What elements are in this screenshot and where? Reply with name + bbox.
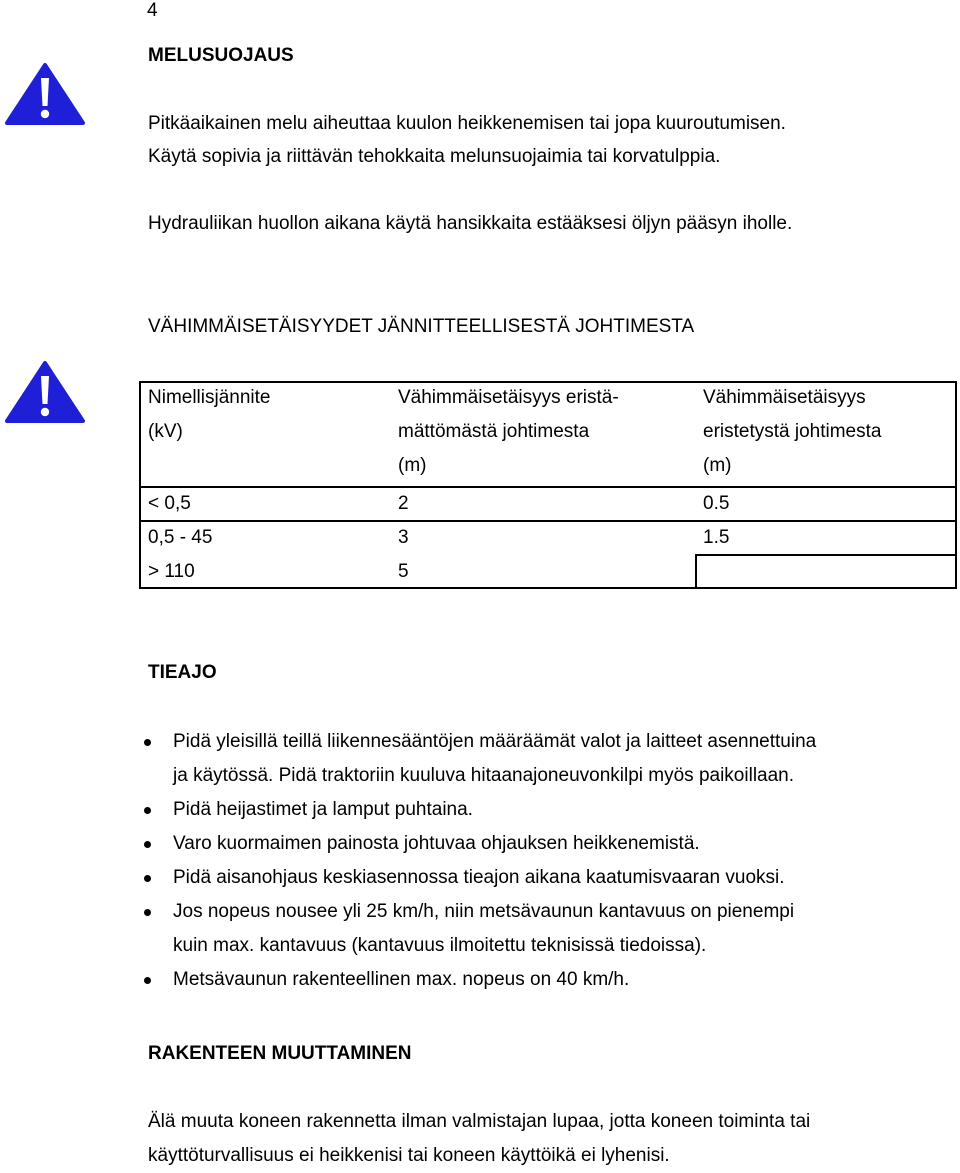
table-cell: 0,5 - 45 [148, 527, 213, 548]
column-header-voltage: Nimellisjännite (kV) [148, 387, 271, 442]
distance-table [139, 381, 957, 589]
table-row-divider [141, 486, 955, 488]
bullet-icon [144, 807, 151, 814]
table-cell: 3 [398, 527, 409, 548]
hydraulics-note: Hydrauliikan huollon aikana käytä hansikkaita estääksesi öljyn pääsyn iholle. [148, 213, 793, 234]
noise-line-1: Pitkäaikainen melu aiheuttaa kuulon heikkenemisen tai jopa kuuroutumisen. [148, 113, 786, 134]
table-cell: 1.5 [703, 527, 730, 548]
distances-heading: VÄHIMMÄISETÄISYYDET JÄNNITTEELLISESTÄ JOHTIMESTA [148, 316, 695, 337]
table-cell: < 0,5 [148, 493, 191, 514]
table-cell: 0.5 [703, 493, 730, 514]
road-rules-list [140, 725, 940, 997]
list-item: Pidä heijastimet ja lamput puhtaina. [140, 793, 940, 827]
table-cell: 5 [398, 561, 409, 582]
modification-line-1: Älä muuta koneen rakennetta ilman valmistajan lupaa, jotta koneen toiminta tai [148, 1111, 811, 1132]
table-row-divider [141, 520, 955, 522]
table-row-divider [695, 554, 955, 556]
warning-icon [4, 62, 86, 126]
bullet-icon [144, 977, 151, 984]
modification-heading: RAKENTEEN MUUTTAMINEN [148, 1043, 412, 1064]
bullet-icon [144, 875, 151, 882]
table-cell: > 110 [148, 561, 195, 582]
bullet-icon [144, 739, 151, 746]
column-header-insulated: Vähimmäisetäisyys eristetystä johtimesta (m) [703, 387, 882, 476]
column-header-uninsulated: Vähimmäisetäisyys eristä- mättömästä johtimesta (m) [398, 387, 619, 476]
table-cell-border [695, 554, 697, 587]
list-item: Metsävaunun rakenteellinen max. nopeus on 40 km/h. [140, 963, 940, 997]
noise-line-2: Käytä sopivia ja riittävän tehokkaita melunsuojaimia tai korvatulppia. [148, 146, 721, 167]
warning-icon [4, 360, 86, 424]
bullet-icon [144, 841, 151, 848]
list-item: Jos nopeus nousee yli 25 km/h, niin metsävaunun kantavuus on pienempi kuin max. kantavuus (kantavuus ilmoitettu teknisissä tiedoissa). [140, 895, 940, 963]
list-item: Varo kuormaimen painosta johtuvaa ohjauksen heikkenemistä. [140, 827, 940, 861]
table-cell: 2 [398, 493, 409, 514]
noise-heading: MELUSUOJAUS [148, 45, 294, 66]
page-number: 4 [147, 0, 158, 21]
list-item: Pidä yleisillä teillä liikennesääntöjen määräämät valot ja laitteet asennettuina ja käytössä. Pidä traktoriin kuuluva hitaanajoneuvonkilpi myös paikoillaan. [140, 725, 940, 793]
modification-line-2: käyttöturvallisuus ei heikkenisi tai koneen käyttöikä ei lyhenisi. [148, 1145, 670, 1166]
road-heading: TIEAJO [148, 662, 217, 683]
list-item: Pidä aisanohjaus keskiasennossa tieajon aikana kaatumisvaaran vuoksi. [140, 861, 940, 895]
bullet-icon [144, 909, 151, 916]
